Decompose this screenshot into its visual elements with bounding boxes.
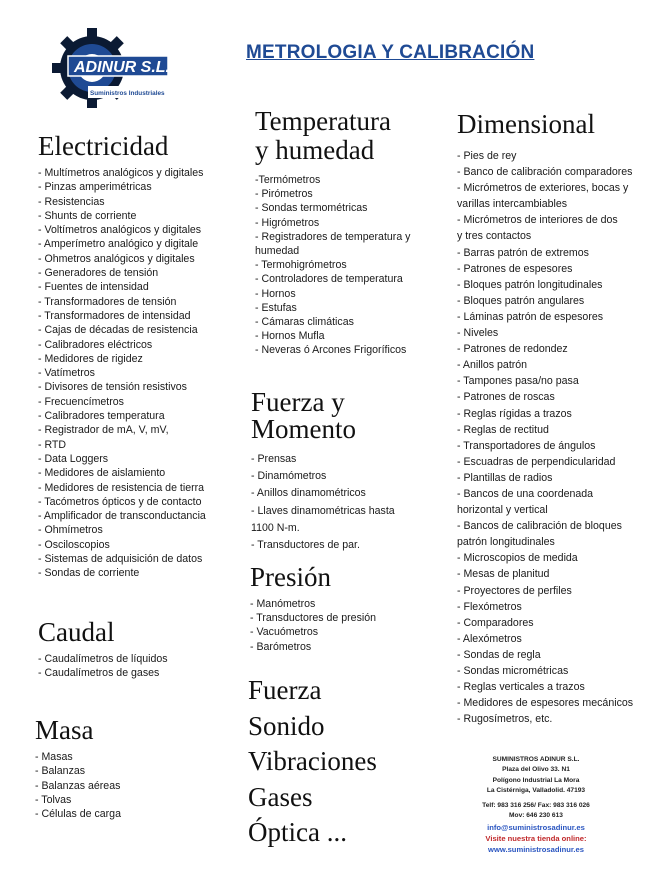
list-item: - Voltímetros analógicos y digitales xyxy=(38,224,202,237)
list-item: - Barómetros xyxy=(250,640,312,653)
list-item: - Manómetros xyxy=(250,598,316,610)
list-item: - Multímetros analógicos y digitales xyxy=(38,167,204,179)
list-item: - Rugosímetros, etc. xyxy=(457,713,553,726)
list-item: - Hornos Mufla xyxy=(255,330,325,343)
contact-company: SUMINISTROS ADINUR S.L. xyxy=(492,756,580,763)
list-item: 1100 N-m. xyxy=(251,521,300,534)
list-item: - Cajas de décadas de resistencia xyxy=(38,324,198,337)
list-item: - Barras patrón de extremos xyxy=(457,246,589,259)
list-item: -Termómetros xyxy=(255,174,321,186)
list-item: - Láminas patrón de espesores xyxy=(457,310,604,323)
list-item: - Anillos patrón xyxy=(457,359,528,372)
list-item: - Generadores de tensión xyxy=(38,267,159,280)
list-item: - Flexómetros xyxy=(457,600,522,613)
list-item: - Shunts de corriente xyxy=(38,209,137,222)
list-item: - Niveles xyxy=(457,327,499,340)
list-item: - Dinamómetros xyxy=(251,470,327,483)
item-list xyxy=(35,750,121,821)
section-heading: Masa xyxy=(35,715,94,745)
list-item: - Proyectores de perfiles xyxy=(457,584,572,597)
list-item: - Tacómetros ópticos y de contacto xyxy=(38,495,202,508)
list-item: - Higrómetros xyxy=(255,216,320,229)
section-temperatura-humedad xyxy=(255,107,410,358)
section-dimensional xyxy=(457,110,633,727)
list-item: - Micrómetros de exteriores, bocas y xyxy=(457,182,629,195)
list-item: - Sondas de corriente xyxy=(38,567,140,580)
list-item: - Pirómetros xyxy=(255,188,313,201)
section-heading: Dimensional xyxy=(457,109,595,139)
list-item: - Patrones de espesores xyxy=(457,262,573,275)
contact-email-link[interactable]: info@suministrosadinur.es xyxy=(487,822,585,832)
logo-brand: ADINUR S.L. xyxy=(74,59,170,76)
item-list xyxy=(38,652,168,681)
list-item: - Fuentes de intensidad xyxy=(38,281,149,294)
list-item: - Plantillas de radios xyxy=(457,471,553,484)
section-fuerza-momento xyxy=(251,389,395,554)
list-item: - Amplificador de transconductancia xyxy=(38,510,206,523)
list-item: - Medidores de espesores mecánicos xyxy=(457,697,634,710)
list-item: humedad xyxy=(255,245,300,258)
list-item: - Ohmetros analógicos y digitales xyxy=(38,252,195,265)
contact-address-3: La Cistérniga, Valladolid. 47193 xyxy=(486,786,586,794)
item-list xyxy=(38,166,206,581)
extra-heading: Sonido xyxy=(248,710,325,741)
list-item: - Transformadores de intensidad xyxy=(38,309,191,322)
list-item: - Masas xyxy=(35,751,73,763)
list-item: - Transductores de par. xyxy=(251,539,360,552)
item-list xyxy=(457,148,633,727)
list-item: - Células de carga xyxy=(35,808,121,821)
list-item: - Tolvas xyxy=(35,793,72,806)
list-item: - Llaves dinamométricas hasta xyxy=(251,504,395,517)
list-item: - Reglas rígidas a trazos xyxy=(457,407,572,420)
contact-address-1: Plaza del Olivo 33. N1 xyxy=(502,766,570,774)
list-item: - Transformadores de tensión xyxy=(38,295,177,308)
list-item: - Resistencias xyxy=(38,195,105,208)
list-item: - Sondas micrométricas xyxy=(457,665,569,677)
company-logo xyxy=(52,26,170,118)
list-item: - Prensas xyxy=(251,453,297,465)
list-item: - Mesas de planitud xyxy=(457,568,550,581)
list-item: - Sondas de regla xyxy=(457,648,541,661)
section-heading: Temperatura y humedad xyxy=(255,106,392,165)
list-item: - Transductores de presión xyxy=(250,612,377,625)
list-item: - Cámaras climáticas xyxy=(255,316,354,329)
list-item: - Bancos de calibración de bloques xyxy=(457,520,622,533)
section-heading: Electricidad xyxy=(38,131,169,161)
extra-heading: Fuerza xyxy=(248,675,322,705)
list-item: - Banco de calibración comparadores xyxy=(457,166,633,179)
list-item: - Tampones pasa/no pasa xyxy=(457,375,579,388)
list-item: - Patrones de redondez xyxy=(457,343,568,356)
section-presion xyxy=(250,563,376,654)
list-item: - Estufas xyxy=(255,301,297,314)
list-item: - Patrones de roscas xyxy=(457,391,555,404)
extra-heading: Gases xyxy=(248,781,313,812)
list-item: - Vacuómetros xyxy=(250,626,319,639)
item-list xyxy=(251,451,395,554)
list-item: - Alexómetros xyxy=(457,632,522,645)
list-item: - Caudalímetros de gases xyxy=(38,667,160,680)
list-item: - Comparadores xyxy=(457,616,534,629)
page-title: METROLOGIA Y CALIBRACIÓN xyxy=(246,42,535,63)
item-list xyxy=(255,173,410,358)
list-item: - Pies de rey xyxy=(457,150,517,162)
list-item: - Hornos xyxy=(255,287,296,300)
list-item: - Pinzas amperimétricas xyxy=(38,181,152,194)
list-item: - Sondas termométricas xyxy=(255,202,368,215)
list-item: - Termohigrómetros xyxy=(255,259,347,272)
section-masa xyxy=(35,716,121,821)
contact-web-link[interactable]: www.suministrosadinur.es xyxy=(488,844,584,854)
list-item: - Balanzas xyxy=(35,765,86,778)
list-item: - Frecuencímetros xyxy=(38,395,124,408)
list-item: - Calibradores temperatura xyxy=(38,410,165,423)
list-item: - Sistemas de adquisición de datos xyxy=(38,553,203,566)
section-caudal xyxy=(38,618,168,681)
contact-phones: Telf: 983 316 256/ Fax: 983 316 026 xyxy=(482,802,590,810)
list-item: - Registradores de temperatura y xyxy=(255,230,411,243)
list-item: - Controladores de temperatura xyxy=(255,273,403,286)
list-item: - Medidores de resistencia de tierra xyxy=(38,481,205,494)
list-item: patrón longitudinales xyxy=(457,536,555,549)
list-item: - Anillos dinamométricos xyxy=(251,487,366,500)
list-item: - Data Loggers xyxy=(38,452,109,465)
list-item: - Amperímetro analógico y digitale xyxy=(38,238,199,251)
section-heading: Fuerza y Momento xyxy=(251,387,356,444)
list-item: - Bloques patrón angulares xyxy=(457,294,585,307)
list-item: - Microscopios de medida xyxy=(457,552,578,565)
extra-heading: Óptica ... xyxy=(248,817,347,847)
list-item: - Medidores de rigidez xyxy=(38,352,143,365)
list-item: - Bloques patrón longitudinales xyxy=(457,278,603,291)
list-item: - Ohmímetros xyxy=(38,524,103,537)
list-item: - Neveras ó Arcones Frigoríficos xyxy=(255,344,407,357)
list-item: y tres contactos xyxy=(457,230,532,243)
list-item: - RTD xyxy=(38,438,67,451)
contact-shop-label: Visite nuestra tienda online: xyxy=(485,833,587,843)
contact-block xyxy=(436,755,636,855)
list-item: - Reglas verticales a trazos xyxy=(457,681,585,694)
item-list xyxy=(250,597,376,654)
list-item: - Osciloscopios xyxy=(38,538,110,551)
list-item: - Divisores de tensión resistivos xyxy=(38,381,187,394)
list-item: - Calibradores eléctricos xyxy=(38,338,153,351)
contact-address-2: Polígono Industrial La Mora xyxy=(492,776,580,784)
extra-heading: Vibraciones xyxy=(248,746,377,776)
list-item: - Medidores de aislamiento xyxy=(38,467,166,480)
list-item: horizontal y vertical xyxy=(457,504,548,517)
section-heading: Presión xyxy=(250,562,331,592)
logo-tagline: Suministros Industriales xyxy=(90,90,165,97)
contact-mobile: Mov: 646 230 613 xyxy=(509,812,563,820)
list-item: - Bancos de una coordenada xyxy=(457,487,594,500)
list-item: varillas intercambiables xyxy=(457,198,568,211)
list-item: - Reglas de rectitud xyxy=(457,423,549,436)
list-item: - Registrador de mA, V, mV, xyxy=(38,424,169,437)
list-item: - Vatímetros xyxy=(38,367,95,380)
list-item: - Caudalímetros de líquidos xyxy=(38,653,168,665)
section-heading: Caudal xyxy=(38,617,115,647)
list-item: - Transportadores de ángulos xyxy=(457,439,596,452)
list-item: - Escuadras de perpendicularidad xyxy=(457,455,616,468)
extra-headings-list xyxy=(248,673,377,851)
list-item: - Micrómetros de interiores de dos xyxy=(457,214,618,227)
list-item: - Balanzas aéreas xyxy=(35,779,121,792)
section-electricidad xyxy=(38,132,206,581)
gear-logo-icon xyxy=(52,26,170,118)
